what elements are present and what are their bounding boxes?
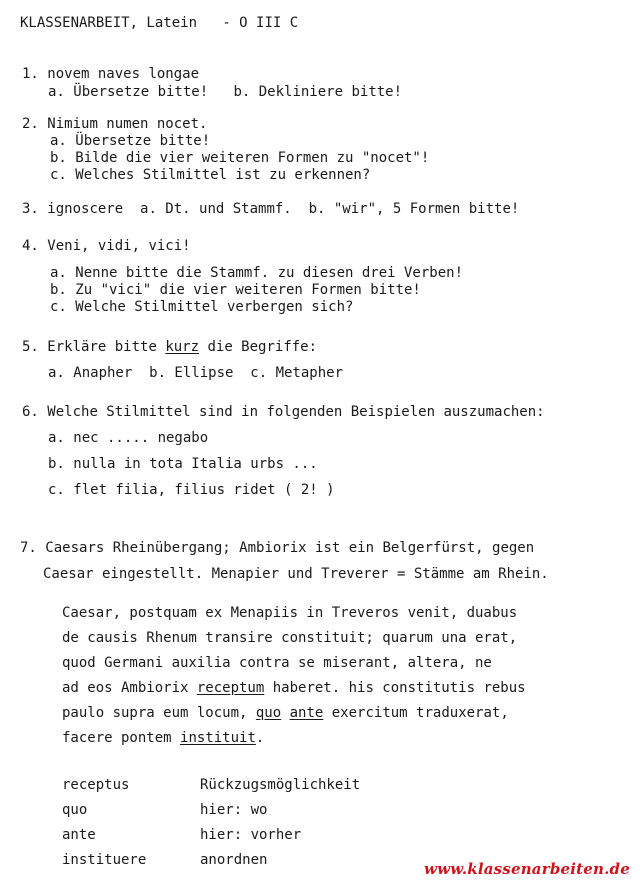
vocab-definition: anordnen	[200, 852, 268, 868]
passage-text: haberet. his constitutis rebus	[264, 680, 526, 696]
watermark: www.klassenarbeiten.de	[424, 860, 630, 878]
task-5	[22, 339, 317, 355]
underlined-word: ante	[289, 705, 324, 721]
passage-line-4	[62, 680, 526, 696]
passage-text: facere pontem	[62, 730, 181, 746]
passage-text: .	[255, 730, 265, 746]
header	[20, 15, 298, 31]
passage-text: paulo supra eum locum,	[62, 705, 256, 721]
task-6-example-a: a. nec ..... negabo	[48, 430, 209, 446]
vocab-term: ante	[62, 827, 96, 843]
vocab-definition: Rückzugsmöglichkeit	[200, 777, 361, 793]
passage-text	[281, 705, 289, 721]
task-number: 1.	[22, 66, 39, 82]
task-4	[22, 238, 191, 254]
vocab-definition: hier: vorher	[200, 827, 302, 843]
task-text: Welche Stilmittel sind in folgenden Beispielen auszumachen:	[47, 404, 545, 420]
vocab-definition: hier: wo	[200, 802, 268, 818]
task-6	[22, 404, 545, 420]
task-text: Caesars Rheinübergang; Ambiorix ist ein Belgerfürst, gegen	[45, 540, 535, 556]
subtask-b: b. Dekliniere bitte!	[233, 84, 403, 100]
underlined-word: receptum	[196, 680, 265, 696]
task-6-example-b: b. nulla in tota Italia urbs ...	[48, 456, 318, 472]
task-1	[22, 66, 199, 82]
task-text: novem naves longae	[47, 66, 200, 82]
subtask-a: a. Übersetze bitte!	[48, 84, 209, 100]
task-text: Nimium numen nocet.	[47, 116, 208, 132]
task-1-subtasks	[48, 84, 402, 100]
passage-line-1: Caesar, postquam ex Menapiis in Treveros venit, duabus	[62, 605, 518, 621]
task-2-subtask-b: b. Bilde die vier weiteren Formen zu "nocet"!	[50, 150, 430, 166]
passage-line-2: de causis Rhenum transire constituit; quarum una erat,	[62, 630, 518, 646]
passage-line-5	[62, 705, 509, 721]
underlined-word: instituit	[180, 730, 256, 746]
vocab-term: quo	[62, 802, 88, 818]
passage-line-3: quod Germani auxilia contra se miserant, altera, ne	[62, 655, 492, 671]
exam-title: KLASSENARBEIT, Latein	[20, 15, 198, 31]
task-number: 5.	[22, 339, 39, 355]
task-5-options: a. Anapher b. Ellipse c. Metapher	[48, 365, 344, 381]
task-4-subtask-b: b. Zu "vici" die vier weiteren Formen bitte!	[50, 282, 421, 298]
underlined-word: kurz	[165, 339, 200, 355]
vocab-term: receptus	[62, 777, 130, 793]
task-3	[22, 201, 519, 217]
task-4-subtask-a: a. Nenne bitte die Stammf. zu diesen drei Verben!	[50, 265, 464, 281]
task-6-example-c: c. flet filia, filius ridet ( 2! )	[48, 482, 335, 498]
task-7	[20, 540, 534, 556]
passage-line-6	[62, 730, 264, 746]
vocab-term: instituere	[62, 852, 147, 868]
passage-text: exercitum traduxerat,	[323, 705, 509, 721]
task-text: ignoscere a. Dt. und Stammf. b. "wir", 5 Formen bitte!	[47, 201, 520, 217]
task-number: 7.	[20, 540, 37, 556]
task-4-subtask-c: c. Welche Stilmittel verbergen sich?	[50, 299, 354, 315]
passage-text: ad eos Ambiorix	[62, 680, 197, 696]
task-text-post: die Begriffe:	[199, 339, 318, 355]
task-2-subtask-a: a. Übersetze bitte!	[50, 133, 211, 149]
task-number: 4.	[22, 238, 39, 254]
task-7-line-2: Caesar eingestellt. Menapier und Treverer = Stämme am Rhein.	[43, 566, 549, 582]
task-2-subtask-c: c. Welches Stilmittel ist zu erkennen?	[50, 167, 371, 183]
task-text-pre: Erkläre bitte	[47, 339, 166, 355]
task-number: 6.	[22, 404, 39, 420]
task-number: 2.	[22, 116, 39, 132]
underlined-word: quo	[255, 705, 282, 721]
task-text: Veni, vidi, vici!	[47, 238, 191, 254]
class-label: - O III C	[222, 15, 299, 31]
task-number: 3.	[22, 201, 39, 217]
task-2	[22, 116, 207, 132]
